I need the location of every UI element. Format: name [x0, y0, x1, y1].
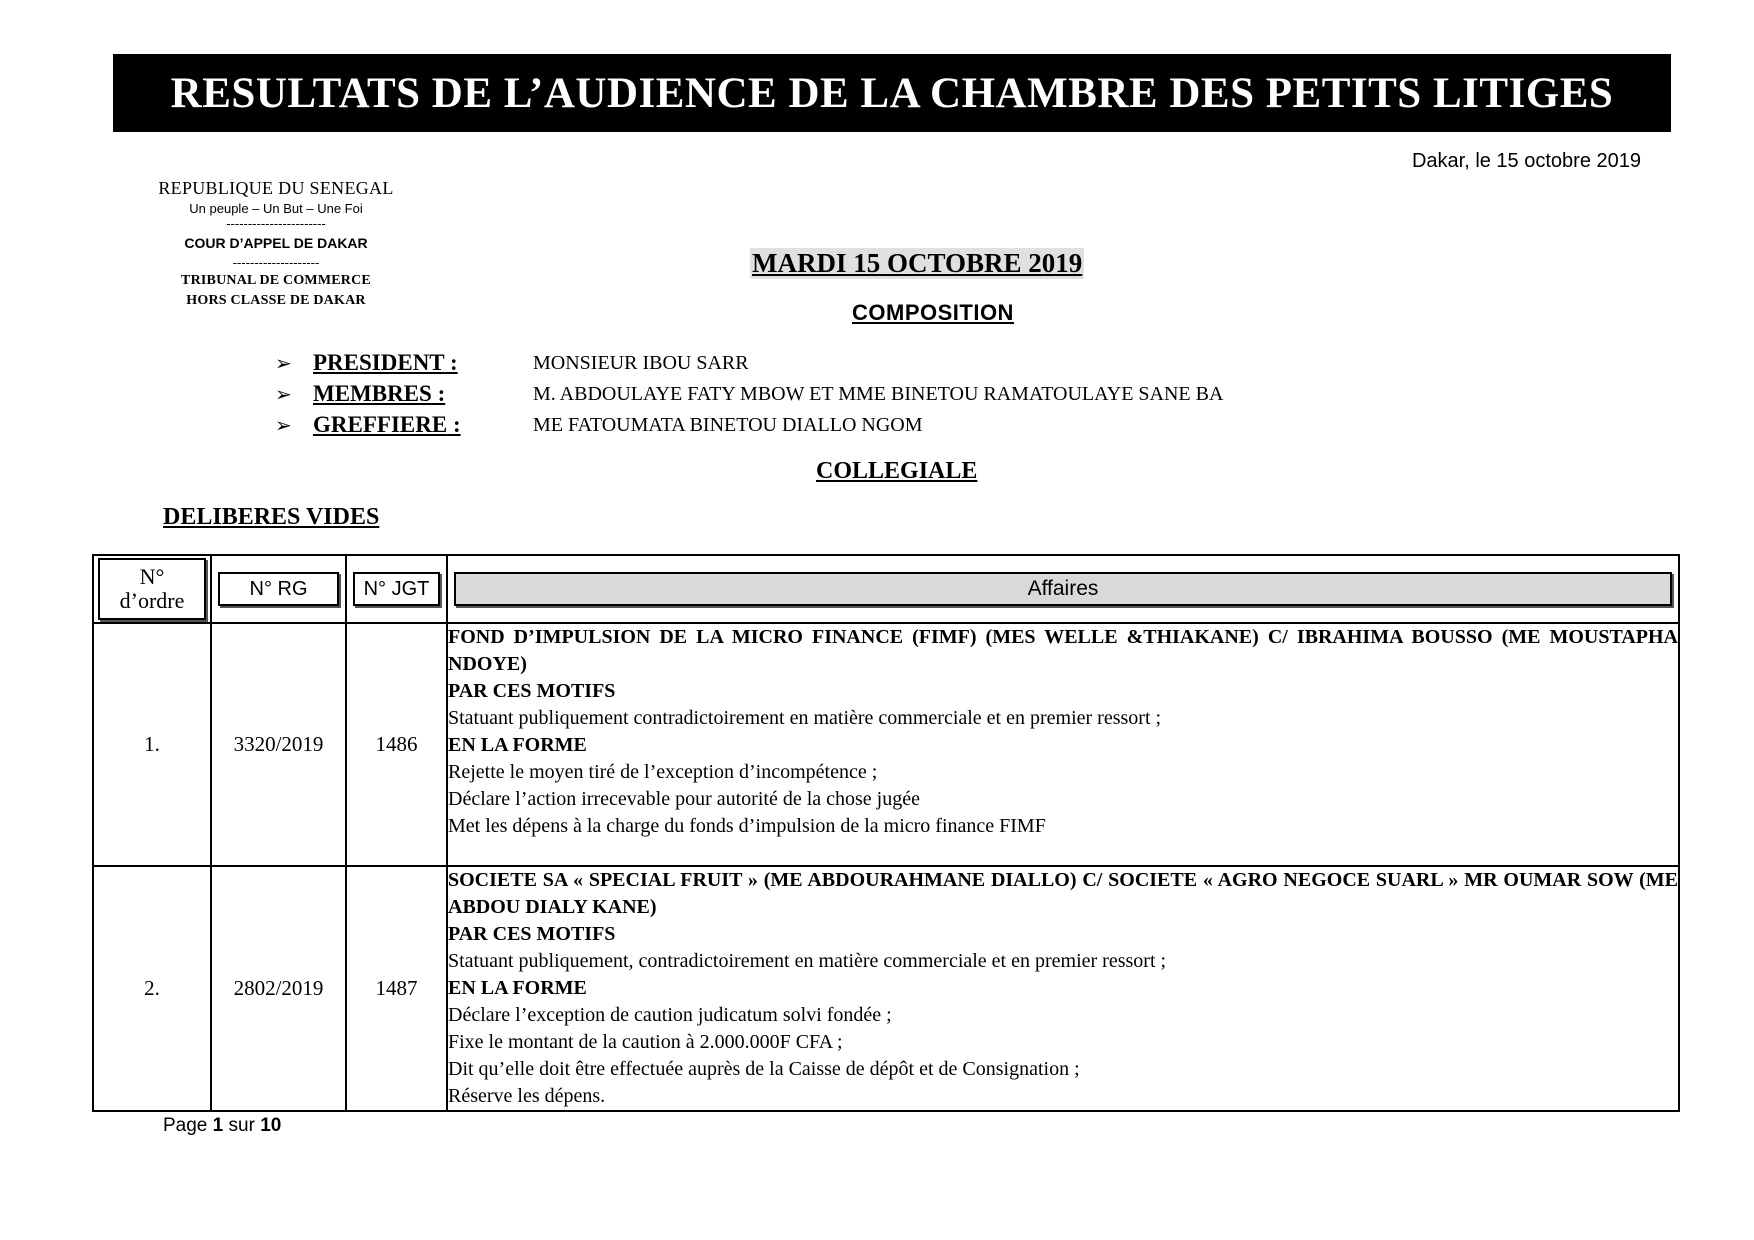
composition-role: GREFFIERE :: [313, 412, 461, 437]
composition-value: MONSIEUR IBOU SARR: [533, 351, 749, 374]
footer-page-number: 1: [212, 1115, 224, 1136]
footer-of-word: sur: [228, 1115, 255, 1136]
ruling-line: Fixe le montant de la caution à 2.000.000F CFA ;: [448, 1031, 843, 1053]
ruling-line: Rejette le moyen tiré de l’exception d’incompétence ;: [448, 761, 878, 783]
letterhead-tribunal-line1: TRIBUNAL DE COMMERCE: [181, 273, 371, 288]
footer-page-word: Page: [163, 1115, 208, 1136]
footer-page-total: 10: [260, 1115, 282, 1136]
case-title: SOCIETE SA « SPECIAL FRUIT » (ME ABDOURAHMANE DIALLO) C/ SOCIETE « AGRO NEGOCE SUARL » MR OUMAR SOW (ME ABDOU DIALY KANE): [448, 869, 1678, 918]
cell-rg: 2802/2019: [211, 866, 346, 1111]
motifs-text: Statuant publiquement contradictoirement en matière commerciale et en premier ressort ;: [448, 707, 1162, 729]
letterhead-separator: --------------------: [232, 255, 320, 270]
cell-jgt: 1487: [346, 866, 447, 1111]
header-affaires: Affaires: [447, 555, 1679, 623]
hearing-day: MARDI 15 OCTOBRE 2019: [752, 248, 1083, 278]
header-jgt: N° JGT: [346, 555, 447, 623]
page-footer: [163, 1115, 281, 1137]
composition-role: PRESIDENT :: [313, 350, 458, 375]
title-banner: [113, 54, 1671, 132]
motifs-label: PAR CES MOTIFS: [448, 923, 616, 945]
cell-affaire: [447, 623, 1679, 866]
banner-title: RESULTATS DE L’AUDIENCE DE LA CHAMBRE DES PETITS LITIGES: [170, 69, 1614, 117]
motifs-text: Statuant publiquement, contradictoirement en matière commerciale et en premier ressort ;: [448, 950, 1167, 972]
arrow-bullet-icon: ➢: [275, 382, 292, 406]
composition-heading: COMPOSITION: [852, 300, 1014, 325]
letterhead-motto: Un peuple – Un But – Une Foi: [189, 201, 363, 216]
header-rg: N° RG: [211, 555, 346, 623]
ruling-line: Déclare l’action irrecevable pour autorité de la chose jugée: [448, 788, 920, 810]
results-table: [92, 554, 1680, 1112]
letterhead: [140, 178, 412, 311]
letterhead-tribunal-line2: HORS CLASSE DE DAKAR: [186, 293, 366, 308]
table-row: [93, 866, 1679, 1111]
composition-role: MEMBRES :: [313, 381, 446, 406]
letterhead-court: COUR D’APPEL DE DAKAR: [184, 235, 368, 251]
cell-ordre: 1.: [93, 623, 211, 866]
arrow-bullet-icon: ➢: [275, 413, 292, 437]
collegiale-heading: COLLEGIALE: [816, 458, 978, 484]
table-header-row: [93, 555, 1679, 623]
deliberes-heading: DELIBERES VIDES: [163, 504, 380, 530]
forme-label: EN LA FORME: [448, 734, 587, 756]
composition-row-membres: [275, 379, 1224, 409]
case-title: FOND D’IMPULSION DE LA MICRO FINANCE (FIMF) (MES WELLE &THIAKANE) C/ IBRAHIMA BOUSSO (ME MOUSTAPHA NDOYE): [448, 626, 1678, 675]
ruling-line: Met les dépens à la charge du fonds d’impulsion de la micro finance FIMF: [448, 815, 1046, 837]
header-ordre: N° d’ordre: [93, 555, 211, 623]
cell-affaire: [447, 866, 1679, 1111]
ruling-line: Déclare l’exception de caution judicatum solvi fondée ;: [448, 1004, 892, 1026]
ruling-line: Réserve les dépens.: [448, 1085, 606, 1107]
cell-jgt: 1486: [346, 623, 447, 866]
ruling-line: Dit qu’elle doit être effectuée auprès de la Caisse de dépôt et de Consignation ;: [448, 1058, 1080, 1080]
motifs-label: PAR CES MOTIFS: [448, 680, 616, 702]
letterhead-separator: -----------------------: [226, 216, 326, 231]
cell-rg: 3320/2019: [211, 623, 346, 866]
date-line: Dakar, le 15 octobre 2019: [1411, 150, 1641, 172]
composition-value: ME FATOUMATA BINETOU DIALLO NGOM: [533, 413, 923, 436]
forme-label: EN LA FORME: [448, 977, 587, 999]
composition-value: M. ABDOULAYE FATY MBOW ET MME BINETOU RAMATOULAYE SANE BA: [533, 382, 1224, 405]
composition-row-greffiere: [275, 410, 923, 440]
cell-ordre: 2.: [93, 866, 211, 1111]
arrow-bullet-icon: ➢: [275, 351, 292, 375]
table-row: [93, 623, 1679, 866]
composition-row-president: [275, 348, 749, 378]
letterhead-country: REPUBLIQUE DU SENEGAL: [158, 178, 394, 198]
